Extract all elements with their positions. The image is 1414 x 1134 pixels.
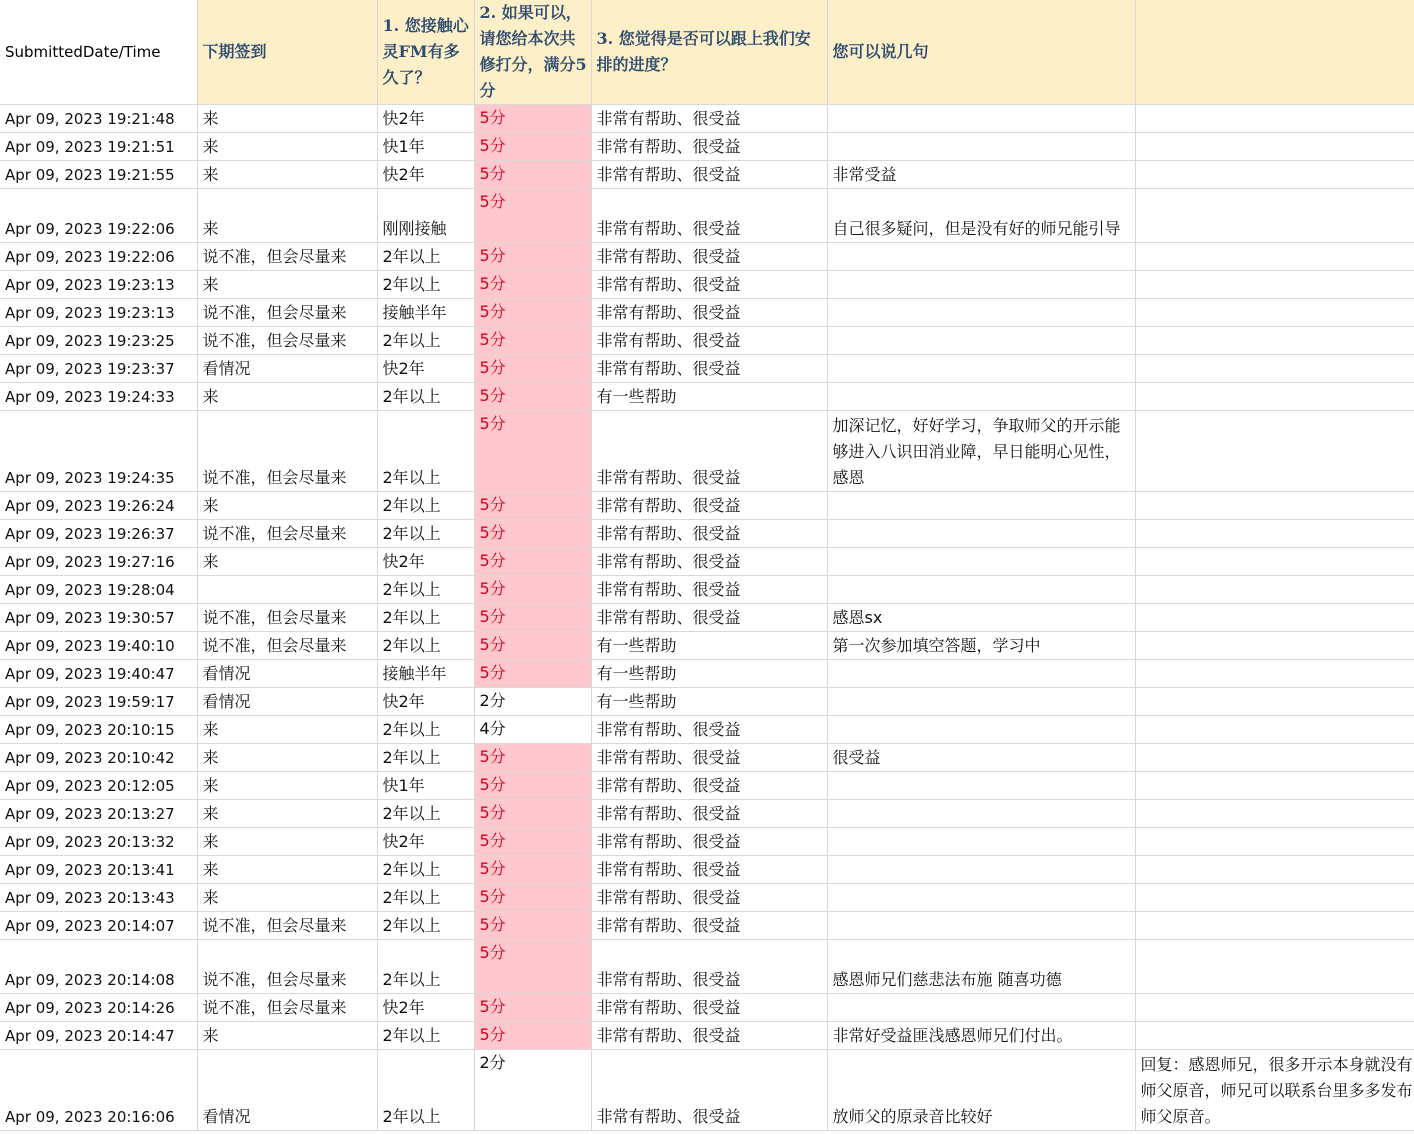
cell-progress[interactable]: 非常有帮助、很受益 [591, 884, 827, 912]
cell-reply[interactable] [1135, 243, 1414, 271]
cell-submitted-time[interactable]: Apr 09, 2023 20:10:42 [0, 744, 197, 772]
cell-duration[interactable]: 2年以上 [377, 327, 474, 355]
cell-submitted-time[interactable]: Apr 09, 2023 19:22:06 [0, 189, 197, 243]
cell-reply[interactable] [1135, 105, 1414, 133]
cell-reply[interactable] [1135, 271, 1414, 299]
cell-reply[interactable] [1135, 355, 1414, 383]
cell-signin[interactable]: 来 [197, 548, 377, 576]
cell-signin[interactable]: 看情况 [197, 660, 377, 688]
cell-duration[interactable]: 2年以上 [377, 912, 474, 940]
cell-score[interactable]: 5分 [474, 632, 591, 660]
table-row [0, 520, 1414, 548]
table-row [0, 161, 1414, 189]
cell-progress[interactable]: 非常有帮助、很受益 [591, 772, 827, 800]
cell-progress[interactable]: 非常有帮助、很受益 [591, 189, 827, 243]
cell-progress[interactable]: 有一些帮助 [591, 383, 827, 411]
cell-comment[interactable]: 很受益 [827, 744, 1135, 772]
cell-progress[interactable]: 非常有帮助、很受益 [591, 548, 827, 576]
table-row [0, 660, 1414, 688]
cell-duration[interactable]: 2年以上 [377, 243, 474, 271]
header-reply[interactable] [1135, 0, 1414, 105]
cell-submitted-time[interactable]: Apr 09, 2023 19:23:25 [0, 327, 197, 355]
cell-signin[interactable]: 来 [197, 271, 377, 299]
cell-submitted-time[interactable]: Apr 09, 2023 19:24:35 [0, 411, 197, 492]
cell-score[interactable]: 2分 [474, 1050, 591, 1131]
cell-reply[interactable] [1135, 492, 1414, 520]
cell-progress[interactable]: 非常有帮助、很受益 [591, 299, 827, 327]
cell-duration[interactable]: 2年以上 [377, 383, 474, 411]
table-row [0, 688, 1414, 716]
header-row [0, 0, 1414, 105]
cell-score[interactable]: 5分 [474, 492, 591, 520]
header-comment[interactable]: 您可以说几句 [827, 0, 1135, 105]
table-row [0, 604, 1414, 632]
cell-duration[interactable]: 快2年 [377, 688, 474, 716]
cell-submitted-time[interactable]: Apr 09, 2023 19:27:16 [0, 548, 197, 576]
cell-submitted-time[interactable]: Apr 09, 2023 19:26:24 [0, 492, 197, 520]
cell-duration[interactable]: 快2年 [377, 161, 474, 189]
cell-comment[interactable] [827, 383, 1135, 411]
cell-reply[interactable] [1135, 688, 1414, 716]
cell-comment[interactable] [827, 884, 1135, 912]
cell-submitted-time[interactable]: Apr 09, 2023 19:21:55 [0, 161, 197, 189]
cell-submitted-time[interactable]: Apr 09, 2023 19:26:37 [0, 520, 197, 548]
cell-reply[interactable] [1135, 744, 1414, 772]
cell-reply[interactable] [1135, 632, 1414, 660]
cell-score[interactable]: 5分 [474, 828, 591, 856]
cell-submitted-time[interactable]: Apr 09, 2023 20:14:26 [0, 994, 197, 1022]
cell-reply[interactable] [1135, 884, 1414, 912]
cell-score[interactable]: 5分 [474, 856, 591, 884]
cell-submitted-time[interactable]: Apr 09, 2023 20:14:47 [0, 1022, 197, 1050]
cell-comment[interactable]: 第一次参加填空答题，学习中 [827, 632, 1135, 660]
cell-signin[interactable]: 来 [197, 856, 377, 884]
cell-submitted-time[interactable]: Apr 09, 2023 19:21:48 [0, 105, 197, 133]
cell-reply[interactable] [1135, 383, 1414, 411]
header-signin[interactable]: 下期签到 [197, 0, 377, 105]
cell-reply[interactable] [1135, 856, 1414, 884]
cell-signin[interactable]: 来 [197, 800, 377, 828]
cell-comment[interactable] [827, 548, 1135, 576]
cell-signin[interactable]: 说不准，但会尽量来 [197, 604, 377, 632]
cell-duration[interactable]: 2年以上 [377, 271, 474, 299]
cell-progress[interactable]: 非常有帮助、很受益 [591, 744, 827, 772]
cell-score[interactable]: 5分 [474, 133, 591, 161]
table-row [0, 994, 1414, 1022]
cell-signin[interactable]: 来 [197, 133, 377, 161]
cell-progress[interactable]: 有一些帮助 [591, 632, 827, 660]
table-row [0, 355, 1414, 383]
cell-submitted-time[interactable]: Apr 09, 2023 20:16:06 [0, 1050, 197, 1131]
table-row [0, 576, 1414, 604]
cell-progress[interactable]: 非常有帮助、很受益 [591, 492, 827, 520]
cell-submitted-time[interactable]: Apr 09, 2023 20:14:08 [0, 940, 197, 994]
cell-duration[interactable]: 2年以上 [377, 856, 474, 884]
cell-score[interactable]: 5分 [474, 744, 591, 772]
cell-score[interactable]: 5分 [474, 1022, 591, 1050]
cell-score[interactable]: 5分 [474, 576, 591, 604]
cell-signin[interactable]: 来 [197, 772, 377, 800]
cell-progress[interactable]: 非常有帮助、很受益 [591, 271, 827, 299]
cell-duration[interactable]: 2年以上 [377, 940, 474, 994]
cell-signin[interactable]: 说不准，但会尽量来 [197, 940, 377, 994]
header-progress[interactable]: 3. 您觉得是否可以跟上我们安排的进度？ [591, 0, 827, 105]
cell-progress[interactable]: 非常有帮助、很受益 [591, 161, 827, 189]
cell-duration[interactable]: 快1年 [377, 772, 474, 800]
cell-duration[interactable]: 2年以上 [377, 1050, 474, 1131]
table-row [0, 327, 1414, 355]
cell-signin[interactable]: 来 [197, 1022, 377, 1050]
table-row [0, 411, 1414, 492]
header-duration[interactable]: 1. 您接触心灵FM有多久了？ [377, 0, 474, 105]
cell-duration[interactable]: 2年以上 [377, 744, 474, 772]
cell-reply[interactable] [1135, 800, 1414, 828]
cell-signin[interactable]: 说不准，但会尽量来 [197, 632, 377, 660]
cell-comment[interactable] [827, 355, 1135, 383]
cell-reply[interactable] [1135, 940, 1414, 994]
cell-score[interactable]: 5分 [474, 772, 591, 800]
cell-submitted-time[interactable]: Apr 09, 2023 20:14:07 [0, 912, 197, 940]
cell-score[interactable]: 5分 [474, 604, 591, 632]
cell-signin[interactable]: 说不准，但会尽量来 [197, 411, 377, 492]
cell-progress[interactable]: 非常有帮助、很受益 [591, 411, 827, 492]
cell-progress[interactable]: 有一些帮助 [591, 660, 827, 688]
cell-progress[interactable]: 非常有帮助、很受益 [591, 327, 827, 355]
cell-progress[interactable]: 非常有帮助、很受益 [591, 994, 827, 1022]
cell-duration[interactable]: 2年以上 [377, 800, 474, 828]
cell-score[interactable]: 5分 [474, 243, 591, 271]
cell-reply[interactable] [1135, 994, 1414, 1022]
cell-reply[interactable] [1135, 604, 1414, 632]
cell-comment[interactable]: 自己很多疑问，但是没有好的师兄能引导 [827, 189, 1135, 243]
cell-duration[interactable]: 快1年 [377, 133, 474, 161]
cell-comment[interactable] [827, 856, 1135, 884]
cell-submitted-time[interactable]: Apr 09, 2023 20:13:32 [0, 828, 197, 856]
cell-score[interactable]: 5分 [474, 994, 591, 1022]
cell-score[interactable]: 5分 [474, 660, 591, 688]
cell-score[interactable]: 5分 [474, 299, 591, 327]
cell-comment[interactable] [827, 299, 1135, 327]
cell-comment[interactable] [827, 800, 1135, 828]
table-row [0, 189, 1414, 243]
cell-duration[interactable]: 2年以上 [377, 604, 474, 632]
table-row [0, 940, 1414, 994]
cell-score[interactable]: 5分 [474, 105, 591, 133]
cell-progress[interactable]: 非常有帮助、很受益 [591, 105, 827, 133]
cell-duration[interactable]: 2年以上 [377, 520, 474, 548]
cell-score[interactable]: 5分 [474, 161, 591, 189]
cell-comment[interactable] [827, 133, 1135, 161]
cell-submitted-time[interactable]: Apr 09, 2023 19:59:17 [0, 688, 197, 716]
cell-signin[interactable]: 说不准，但会尽量来 [197, 243, 377, 271]
cell-reply[interactable] [1135, 716, 1414, 744]
table-row [0, 632, 1414, 660]
cell-progress[interactable]: 非常有帮助、很受益 [591, 604, 827, 632]
cell-score[interactable]: 5分 [474, 383, 591, 411]
cell-submitted-time[interactable]: Apr 09, 2023 19:23:13 [0, 299, 197, 327]
cell-duration[interactable]: 快2年 [377, 355, 474, 383]
cell-signin[interactable]: 说不准，但会尽量来 [197, 912, 377, 940]
cell-comment[interactable] [827, 994, 1135, 1022]
cell-duration[interactable]: 接触半年 [377, 299, 474, 327]
cell-score[interactable]: 4分 [474, 716, 591, 744]
cell-submitted-time[interactable]: Apr 09, 2023 19:21:51 [0, 133, 197, 161]
cell-signin[interactable]: 来 [197, 383, 377, 411]
cell-score[interactable]: 5分 [474, 940, 591, 994]
cell-signin[interactable]: 说不准，但会尽量来 [197, 994, 377, 1022]
table-row [0, 133, 1414, 161]
cell-comment[interactable] [827, 688, 1135, 716]
table-row [0, 800, 1414, 828]
cell-signin[interactable]: 说不准，但会尽量来 [197, 327, 377, 355]
cell-reply[interactable] [1135, 828, 1414, 856]
cell-comment[interactable] [827, 716, 1135, 744]
cell-duration[interactable]: 2年以上 [377, 576, 474, 604]
cell-score[interactable]: 5分 [474, 189, 591, 243]
cell-comment[interactable] [827, 105, 1135, 133]
cell-reply[interactable] [1135, 327, 1414, 355]
table-row [0, 716, 1414, 744]
cell-duration[interactable]: 快2年 [377, 994, 474, 1022]
cell-reply[interactable] [1135, 576, 1414, 604]
cell-score[interactable]: 5分 [474, 884, 591, 912]
cell-score[interactable]: 5分 [474, 912, 591, 940]
table-row [0, 912, 1414, 940]
cell-submitted-time[interactable]: Apr 09, 2023 20:13:41 [0, 856, 197, 884]
cell-progress[interactable]: 非常有帮助、很受益 [591, 133, 827, 161]
cell-submitted-time[interactable]: Apr 09, 2023 20:13:27 [0, 800, 197, 828]
cell-score[interactable]: 5分 [474, 411, 591, 492]
cell-duration[interactable]: 快2年 [377, 105, 474, 133]
table-row [0, 1050, 1414, 1131]
cell-signin[interactable]: 来 [197, 744, 377, 772]
cell-duration[interactable]: 2年以上 [377, 716, 474, 744]
cell-submitted-time[interactable]: Apr 09, 2023 19:40:10 [0, 632, 197, 660]
cell-comment[interactable]: 加深记忆，好好学习，争取师父的开示能够进入八识田消业障，早日能明心见性，感恩 [827, 411, 1135, 492]
cell-submitted-time[interactable]: Apr 09, 2023 19:30:57 [0, 604, 197, 632]
cell-duration[interactable]: 2年以上 [377, 884, 474, 912]
cell-reply[interactable] [1135, 133, 1414, 161]
cell-signin[interactable]: 来 [197, 492, 377, 520]
cell-signin[interactable]: 说不准，但会尽量来 [197, 299, 377, 327]
cell-comment[interactable] [827, 576, 1135, 604]
cell-comment[interactable]: 感恩sx [827, 604, 1135, 632]
cell-progress[interactable]: 非常有帮助、很受益 [591, 576, 827, 604]
table-row [0, 772, 1414, 800]
table-row [0, 492, 1414, 520]
table-row [0, 828, 1414, 856]
cell-progress[interactable]: 非常有帮助、很受益 [591, 940, 827, 994]
cell-signin[interactable]: 说不准，但会尽量来 [197, 520, 377, 548]
cell-progress[interactable]: 非常有帮助、很受益 [591, 355, 827, 383]
cell-submitted-time[interactable]: Apr 09, 2023 19:40:47 [0, 660, 197, 688]
cell-duration[interactable]: 快2年 [377, 828, 474, 856]
cell-submitted-time[interactable]: Apr 09, 2023 20:10:15 [0, 716, 197, 744]
cell-comment[interactable]: 放师父的原录音比较好 [827, 1050, 1135, 1131]
cell-comment[interactable] [827, 828, 1135, 856]
cell-comment[interactable] [827, 772, 1135, 800]
table-row [0, 243, 1414, 271]
cell-progress[interactable]: 有一些帮助 [591, 688, 827, 716]
cell-signin[interactable]: 来 [197, 884, 377, 912]
cell-signin[interactable]: 看情况 [197, 355, 377, 383]
table-row [0, 744, 1414, 772]
cell-reply[interactable] [1135, 912, 1414, 940]
cell-reply[interactable] [1135, 189, 1414, 243]
header-submitted-time[interactable]: SubmittedDate/Time [0, 0, 197, 105]
cell-reply[interactable] [1135, 161, 1414, 189]
cell-submitted-time[interactable]: Apr 09, 2023 20:12:05 [0, 772, 197, 800]
cell-comment[interactable]: 非常受益 [827, 161, 1135, 189]
cell-signin[interactable]: 来 [197, 828, 377, 856]
cell-score[interactable]: 5分 [474, 520, 591, 548]
cell-submitted-time[interactable]: Apr 09, 2023 19:28:04 [0, 576, 197, 604]
cell-comment[interactable] [827, 243, 1135, 271]
cell-comment[interactable] [827, 327, 1135, 355]
cell-submitted-time[interactable]: Apr 09, 2023 20:13:43 [0, 884, 197, 912]
table-row [0, 299, 1414, 327]
cell-reply[interactable] [1135, 1022, 1414, 1050]
cell-score[interactable]: 5分 [474, 271, 591, 299]
cell-signin[interactable]: 来 [197, 161, 377, 189]
table-row [0, 1022, 1414, 1050]
cell-comment[interactable] [827, 912, 1135, 940]
cell-submitted-time[interactable]: Apr 09, 2023 19:24:33 [0, 383, 197, 411]
cell-duration[interactable]: 2年以上 [377, 632, 474, 660]
cell-duration[interactable]: 刚刚接触 [377, 189, 474, 243]
cell-progress[interactable]: 非常有帮助、很受益 [591, 1022, 827, 1050]
table-row [0, 856, 1414, 884]
cell-progress[interactable]: 非常有帮助、很受益 [591, 1050, 827, 1131]
cell-signin[interactable]: 看情况 [197, 1050, 377, 1131]
cell-reply[interactable] [1135, 411, 1414, 492]
cell-comment[interactable] [827, 271, 1135, 299]
cell-signin[interactable]: 来 [197, 105, 377, 133]
table-row [0, 548, 1414, 576]
cell-reply[interactable] [1135, 299, 1414, 327]
cell-comment[interactable]: 感恩师兄们慈悲法布施 随喜功德 [827, 940, 1135, 994]
cell-progress[interactable]: 非常有帮助、很受益 [591, 716, 827, 744]
cell-comment[interactable] [827, 660, 1135, 688]
cell-score[interactable]: 5分 [474, 327, 591, 355]
cell-duration[interactable]: 快2年 [377, 548, 474, 576]
table-row [0, 383, 1414, 411]
cell-reply[interactable]: 回复：感恩师兄，很多开示本身就没有师父原音，师兄可以联系台里多多发布师父原音。 [1135, 1050, 1414, 1131]
table-row [0, 884, 1414, 912]
cell-progress[interactable]: 非常有帮助、很受益 [591, 912, 827, 940]
cell-submitted-time[interactable]: Apr 09, 2023 19:23:13 [0, 271, 197, 299]
cell-signin[interactable]: 看情况 [197, 688, 377, 716]
cell-signin[interactable]: 来 [197, 189, 377, 243]
cell-comment[interactable] [827, 492, 1135, 520]
cell-duration[interactable]: 接触半年 [377, 660, 474, 688]
cell-duration[interactable]: 2年以上 [377, 492, 474, 520]
cell-progress[interactable]: 非常有帮助、很受益 [591, 828, 827, 856]
cell-reply[interactable] [1135, 660, 1414, 688]
cell-progress[interactable]: 非常有帮助、很受益 [591, 520, 827, 548]
cell-reply[interactable] [1135, 548, 1414, 576]
cell-comment[interactable] [827, 520, 1135, 548]
cell-duration[interactable]: 2年以上 [377, 411, 474, 492]
cell-score[interactable]: 5分 [474, 800, 591, 828]
cell-signin[interactable]: 来 [197, 716, 377, 744]
table-row [0, 271, 1414, 299]
cell-comment[interactable]: 非常好受益匪浅感恩师兄们付出。 [827, 1022, 1135, 1050]
cell-duration[interactable]: 2年以上 [377, 1022, 474, 1050]
cell-progress[interactable]: 非常有帮助、很受益 [591, 800, 827, 828]
cell-score[interactable]: 2分 [474, 688, 591, 716]
header-score[interactable]: 2. 如果可以，请您给本次共修打分，满分5分 [474, 0, 591, 105]
cell-score[interactable]: 5分 [474, 355, 591, 383]
cell-reply[interactable] [1135, 520, 1414, 548]
table-row [0, 105, 1414, 133]
cell-signin[interactable] [197, 576, 377, 604]
cell-reply[interactable] [1135, 772, 1414, 800]
cell-submitted-time[interactable]: Apr 09, 2023 19:22:06 [0, 243, 197, 271]
cell-score[interactable]: 5分 [474, 548, 591, 576]
cell-progress[interactable]: 非常有帮助、很受益 [591, 243, 827, 271]
cell-progress[interactable]: 非常有帮助、很受益 [591, 856, 827, 884]
cell-submitted-time[interactable]: Apr 09, 2023 19:23:37 [0, 355, 197, 383]
